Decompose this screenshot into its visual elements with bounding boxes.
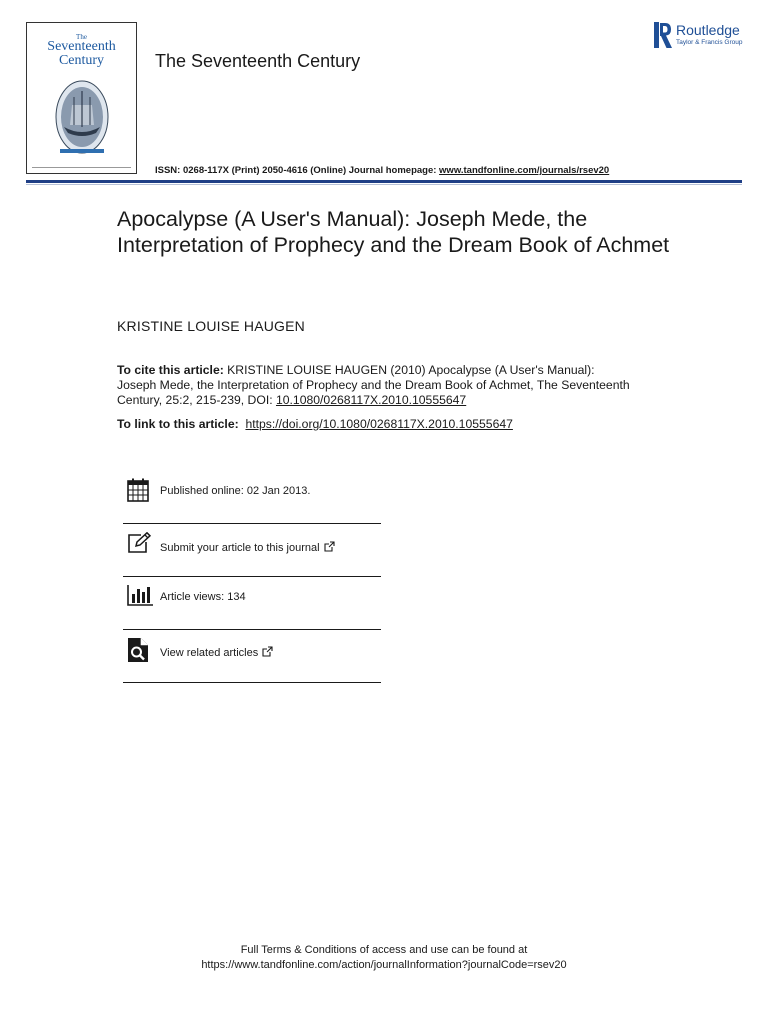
cover-the: The [76, 33, 87, 41]
ship-emblem-icon [54, 75, 110, 155]
terms-line: Full Terms & Conditions of access and use can be found at [240, 944, 528, 956]
link-label: To link to this article: [117, 417, 239, 431]
cover-title [27, 40, 136, 68]
article-views-row [123, 585, 381, 609]
article-author: KRISTINE LOUISE HAUGEN [117, 318, 305, 334]
published-online-row [123, 478, 381, 506]
external-link-icon [262, 646, 273, 657]
journal-homepage-link[interactable]: www.tandfonline.com/journals/rsev20 [439, 165, 610, 176]
publisher-group: Taylor & Francis Group [676, 39, 743, 46]
article-doi-link[interactable]: https://doi.org/10.1080/0268117X.2010.10555647 [245, 417, 513, 431]
bar-chart-icon [127, 585, 153, 607]
related-articles-row[interactable] [123, 637, 381, 665]
cover-footer-line [32, 167, 131, 169]
publisher-name: Routledge [676, 22, 740, 38]
routledge-logo-icon [654, 22, 672, 50]
info-divider [123, 629, 381, 630]
header-divider [26, 180, 742, 183]
cover-title-line1: Seventeenth [47, 39, 116, 54]
calendar-icon [127, 478, 149, 502]
article-title: Apocalypse (A User's Manual): Joseph Mede, the Interpretation of Prophecy and the Dream Book of Achmet [117, 207, 670, 257]
edit-icon [127, 532, 151, 554]
submit-article-row[interactable] [123, 532, 381, 560]
terms-url[interactable]: https://www.tandfonline.com/action/journalInformation?journalCode=rsev20 [201, 958, 567, 971]
terms-footer [0, 943, 768, 972]
article-views-text: Article views: 134 [160, 591, 246, 603]
related-articles-text: View related articles [160, 647, 259, 659]
header-divider-thin [26, 184, 742, 185]
published-online-text: Published online: 02 Jan 2013. [160, 485, 311, 497]
issn-text: ISSN: 0268-117X (Print) 2050-4616 (Online) Journal homepage: [155, 165, 440, 176]
issn-line [155, 165, 609, 176]
citation-label: To cite this article: [117, 363, 224, 377]
external-link-icon [324, 541, 335, 552]
citation-doi-link[interactable]: 10.1080/0268117X.2010.10555647 [275, 393, 467, 407]
journal-cover [26, 22, 137, 174]
info-divider [123, 576, 381, 577]
info-divider [123, 682, 381, 683]
search-document-icon [127, 637, 149, 663]
related-articles-link[interactable] [160, 646, 273, 659]
info-divider [123, 523, 381, 524]
submit-article-text: Submit your article to this journal [160, 542, 320, 554]
cover-title-line2: Century [58, 53, 105, 68]
link-block [117, 417, 637, 432]
routledge-logo [654, 22, 746, 50]
citation-block [117, 363, 637, 408]
citation-text: KRISTINE LOUISE HAUGEN (2010) Apocalypse (A User's Manual): Joseph Mede, the Interpretation of Prophecy and the Dream Book of Achmet, The Seventeenth Century, 25:2, 215-239, DOI: [117, 363, 630, 407]
submit-article-link[interactable] [160, 541, 335, 554]
journal-name: The Seventeenth Century [155, 51, 361, 71]
